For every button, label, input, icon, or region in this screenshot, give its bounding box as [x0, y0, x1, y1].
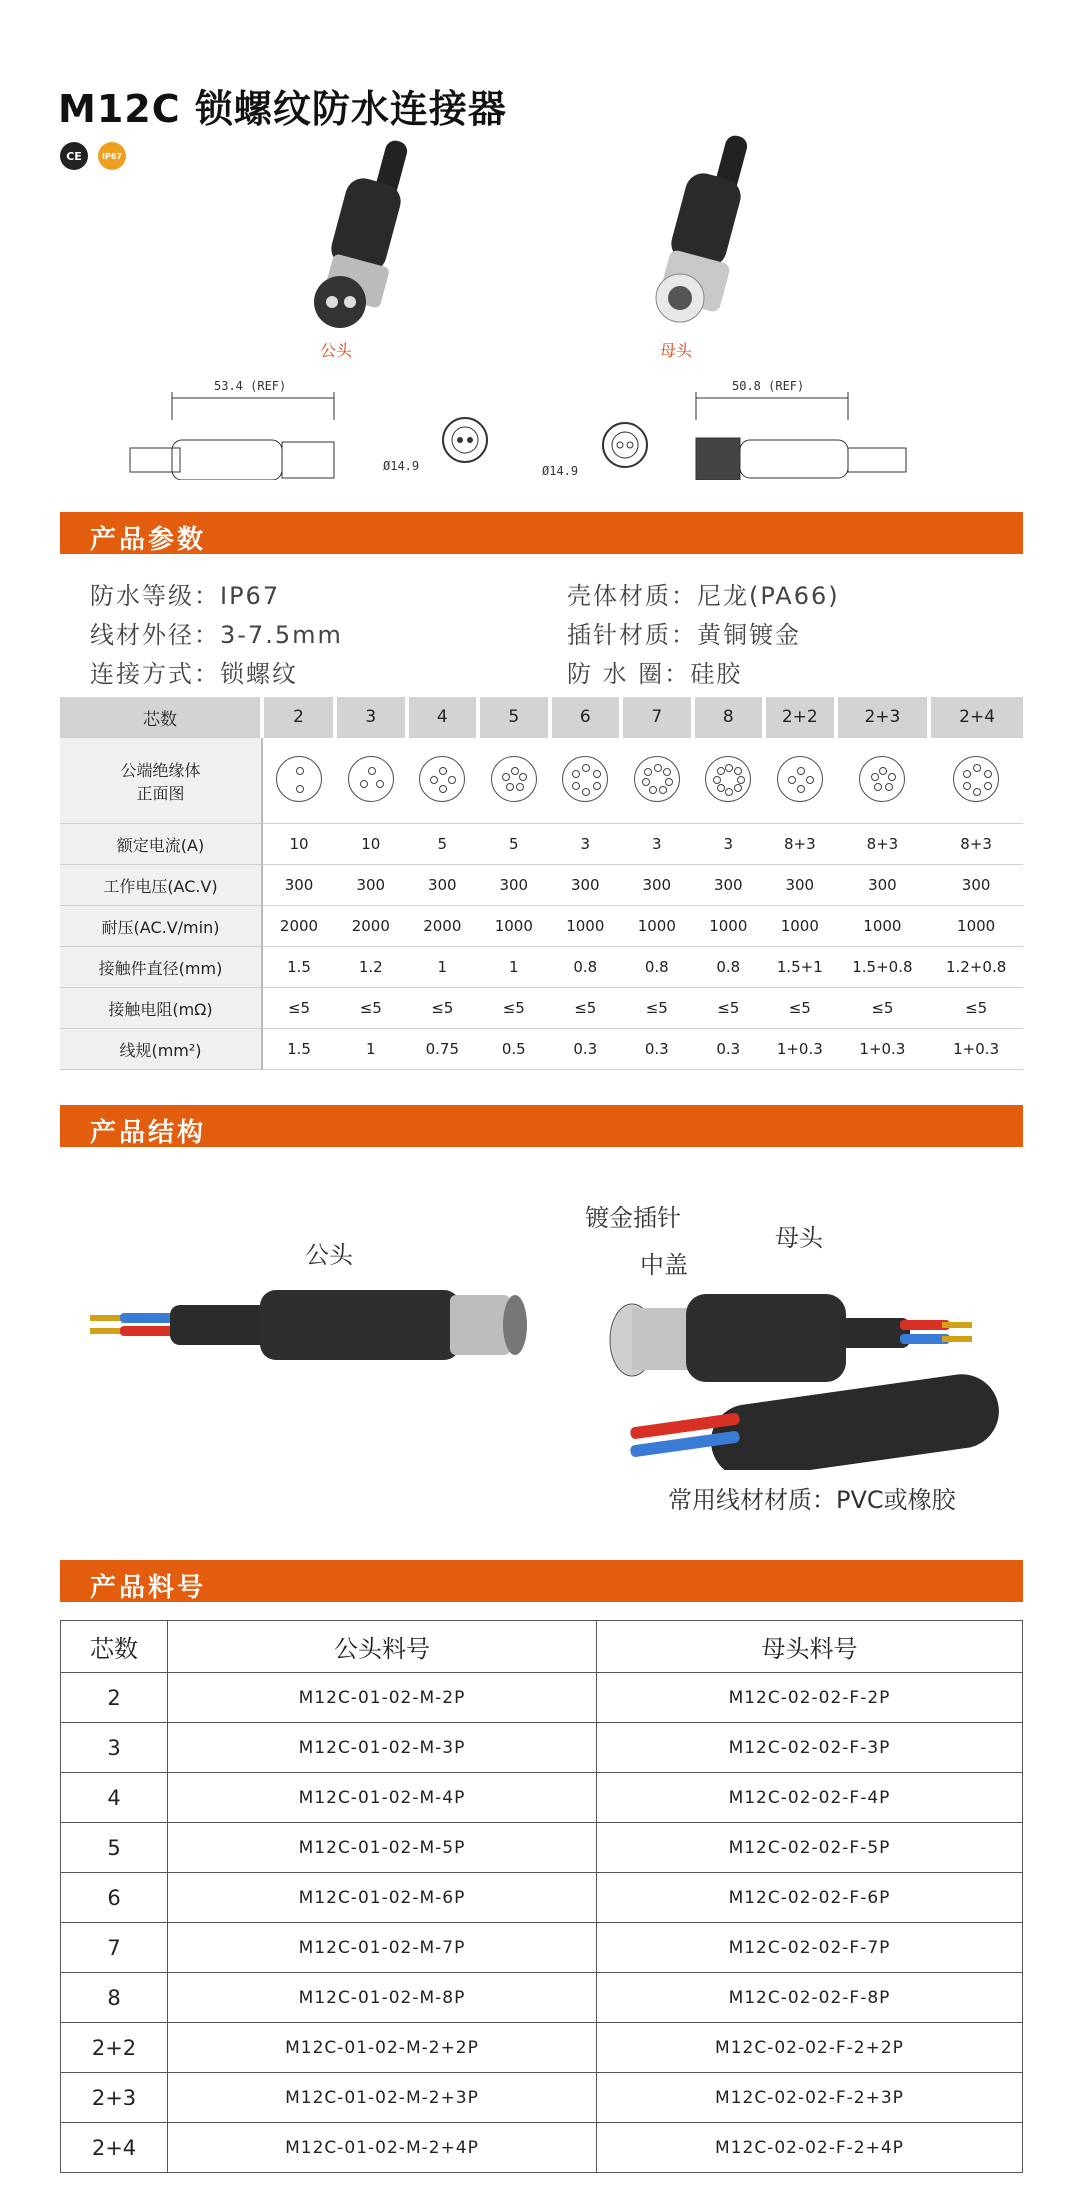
partno-cell: M12C-01-02-M-2+3P: [168, 2073, 597, 2123]
ip67-mark-icon: IP67: [98, 142, 126, 170]
spec-cell: 300: [929, 865, 1023, 906]
partno-cell: M12C-01-02-M-2+4P: [168, 2123, 597, 2173]
partno-cell: 2+3: [61, 2073, 168, 2123]
partno-header-cell: 母头料号: [597, 1621, 1023, 1673]
spec-cell: 10: [335, 824, 407, 865]
spec-cell: 1+0.3: [836, 1029, 930, 1070]
pin-dot: [963, 782, 971, 790]
male-face-drawing: [430, 405, 500, 475]
pin-dot: [713, 776, 721, 784]
female-caption: 母头: [660, 341, 693, 360]
partno-cell: 4: [61, 1773, 168, 1823]
spec-row: [60, 988, 1023, 1029]
spec-table: [60, 697, 1023, 1070]
pin-dot: [984, 782, 992, 790]
spec-cell: 300: [550, 865, 622, 906]
pin-dot: [797, 767, 805, 775]
male-dia-label: Ø14.9: [383, 459, 420, 473]
pin-face-icon: [419, 756, 465, 802]
partno-row: [61, 1773, 1023, 1823]
pin-face-icon: [562, 756, 608, 802]
pin-dot: [506, 783, 514, 791]
pin-dot: [871, 773, 879, 781]
spec-header-cell: 2+4: [929, 697, 1023, 738]
partno-cell: M12C-01-02-M-2+2P: [168, 2023, 597, 2073]
pin-dot: [654, 764, 662, 772]
spec-cell: ≤5: [764, 988, 836, 1029]
partno-cell: M12C-01-02-M-3P: [168, 1723, 597, 1773]
partno-cell: M12C-01-02-M-8P: [168, 1973, 597, 2023]
label-cover: 中盖: [640, 1251, 688, 1279]
spec-cell: 3: [621, 824, 693, 865]
pin-dot: [879, 767, 887, 775]
partno-cell: 2+2: [61, 2023, 168, 2073]
partno-cell: M12C-02-02-F-4P: [597, 1773, 1023, 1823]
female-dia-label: Ø14.9: [542, 464, 579, 478]
partno-row: [61, 1973, 1023, 2023]
spec-cell: 1000: [929, 906, 1023, 947]
pin-dot: [368, 767, 376, 775]
spec-cell: 300: [836, 865, 930, 906]
spec-header-cell: 5: [478, 697, 550, 738]
partno-row: [61, 1723, 1023, 1773]
partno-row: [61, 1823, 1023, 1873]
spec-cell: 300: [478, 865, 550, 906]
pin-dot: [888, 773, 896, 781]
partno-cell: 8: [61, 1973, 168, 2023]
spec-cell: 1000: [621, 906, 693, 947]
spec-cell: 0.3: [550, 1029, 622, 1070]
female-length-label: 50.8 (REF): [732, 379, 805, 393]
spec-cell: ≤5: [262, 988, 335, 1029]
pin-dot: [973, 764, 981, 772]
spec-cell: 1+0.3: [929, 1029, 1023, 1070]
pin-dot: [973, 788, 981, 796]
spec-cell: 1.5+1: [764, 947, 836, 988]
partno-table: [60, 1620, 1023, 2173]
param-pin-material: 插针材质：黄铜镀金: [567, 621, 801, 649]
label-pins: 镀金插针: [585, 1204, 681, 1232]
section-title: 产品结构: [90, 1118, 207, 1148]
section-title: 产品参数: [90, 525, 207, 555]
pin-dot: [644, 768, 652, 776]
pin-dot: [665, 778, 673, 786]
partno-cell: 5: [61, 1823, 168, 1873]
pin-face-icon: [634, 756, 680, 802]
spec-header-cell: 8: [693, 697, 765, 738]
pin-dot: [717, 767, 725, 775]
pin-dot: [516, 783, 524, 791]
pin-dot: [439, 767, 447, 775]
spec-cell: 1.5: [262, 1029, 335, 1070]
spec-cell: 1.5+0.8: [836, 947, 930, 988]
pin-dot: [430, 776, 438, 784]
spec-row: [60, 947, 1023, 988]
spec-cell: ≤5: [836, 988, 930, 1029]
partno-cell: M12C-01-02-M-4P: [168, 1773, 597, 1823]
spec-cell: 1: [478, 947, 550, 988]
spec-cell: 1000: [478, 906, 550, 947]
partno-row: [61, 2123, 1023, 2173]
spec-row-label: 线规(mm²): [60, 1029, 262, 1070]
partno-cell: M12C-02-02-F-5P: [597, 1823, 1023, 1873]
female-dimension-drawing: [690, 380, 930, 480]
spec-cell: 1: [407, 947, 479, 988]
spec-cell: 2000: [262, 906, 335, 947]
spec-header-cell: 2+2: [764, 697, 836, 738]
spec-cell: 300: [407, 865, 479, 906]
pin-dot: [734, 767, 742, 775]
spec-face-label: [60, 738, 262, 824]
spec-cell: 2000: [407, 906, 479, 947]
spec-cell: 300: [335, 865, 407, 906]
pin-dot: [797, 785, 805, 793]
spec-cell: 3: [693, 824, 765, 865]
spec-cell: 300: [621, 865, 693, 906]
spec-cell: 0.5: [478, 1029, 550, 1070]
spec-header-cell: 芯数: [60, 697, 262, 738]
male-caption: 公头: [320, 341, 353, 360]
pin-dot: [519, 773, 527, 781]
pin-dot: [717, 784, 725, 792]
partno-cell: M12C-02-02-F-2P: [597, 1673, 1023, 1723]
spec-cell: ≤5: [478, 988, 550, 1029]
param-housing: 壳体材质：尼龙(PA66): [567, 582, 840, 610]
spec-header-cell: 3: [335, 697, 407, 738]
spec-cell: 1.2+0.8: [929, 947, 1023, 988]
pin-dot: [649, 786, 657, 794]
pin-dot: [737, 776, 745, 784]
partno-cell: 2+4: [61, 2123, 168, 2173]
partno-header-cell: 公头料号: [168, 1621, 597, 1673]
spec-row: [60, 1029, 1023, 1070]
partno-cell: M12C-02-02-F-3P: [597, 1723, 1023, 1773]
partno-row: [61, 1923, 1023, 1973]
partno-cell: 6: [61, 1873, 168, 1923]
pin-dot: [725, 764, 733, 772]
partno-cell: M12C-02-02-F-8P: [597, 1973, 1023, 2023]
pin-dot: [593, 770, 601, 778]
pin-dot: [642, 778, 650, 786]
spec-cell: 1: [335, 1029, 407, 1070]
pin-dot: [360, 780, 368, 788]
partno-cell: 2: [61, 1673, 168, 1723]
spec-cell: ≤5: [621, 988, 693, 1029]
pin-dot: [885, 783, 893, 791]
pin-face-icon: [491, 756, 537, 802]
spec-cell: 8+3: [929, 824, 1023, 865]
pin-face-icon: [859, 756, 905, 802]
pin-dot: [593, 782, 601, 790]
pin-dot: [582, 788, 590, 796]
spec-cell: 1000: [764, 906, 836, 947]
spec-cell: 1.5: [262, 947, 335, 988]
partno-cell: M12C-01-02-M-7P: [168, 1923, 597, 1973]
section-partno-bar: [60, 1560, 1023, 1602]
spec-row-label: 额定电流(A): [60, 824, 262, 865]
pin-dot: [502, 773, 510, 781]
spec-cell: 0.75: [407, 1029, 479, 1070]
pin-dot: [582, 764, 590, 772]
partno-cell: M12C-02-02-F-2+4P: [597, 2123, 1023, 2173]
spec-header-cell: 7: [621, 697, 693, 738]
section-params-bar: [60, 512, 1023, 554]
spec-header-cell: 2: [262, 697, 335, 738]
spec-cell: 1+0.3: [764, 1029, 836, 1070]
spec-cell: ≤5: [929, 988, 1023, 1029]
spec-cell: 5: [478, 824, 550, 865]
male-connector-image: [290, 130, 430, 330]
pin-dot: [725, 788, 733, 796]
partno-cell: 3: [61, 1723, 168, 1773]
spec-cell: ≤5: [693, 988, 765, 1029]
pin-face-icon: [705, 756, 751, 802]
spec-header-cell: 6: [550, 697, 622, 738]
partno-cell: 7: [61, 1923, 168, 1973]
spec-cell: ≤5: [550, 988, 622, 1029]
spec-row: [60, 824, 1023, 865]
pin-face-icon: [348, 756, 394, 802]
pin-dot: [806, 776, 814, 784]
section-structure-bar: [60, 1105, 1023, 1147]
spec-header-cell: 4: [407, 697, 479, 738]
spec-cell: 300: [693, 865, 765, 906]
pin-dot: [984, 770, 992, 778]
spec-cell: 2000: [335, 906, 407, 947]
spec-header-cell: 2+3: [836, 697, 930, 738]
female-face-drawing: [590, 410, 660, 480]
spec-cell: 0.8: [621, 947, 693, 988]
partno-header-cell: 芯数: [61, 1621, 168, 1673]
param-seal: 防 水 圈：硅胶: [567, 660, 743, 688]
pin-dot: [376, 780, 384, 788]
pin-dot: [572, 770, 580, 778]
spec-cell: 1000: [836, 906, 930, 947]
partno-cell: M12C-01-02-M-6P: [168, 1873, 597, 1923]
partno-header-row: [61, 1621, 1023, 1673]
pin-face-icon: [953, 756, 999, 802]
partno-row: [61, 1673, 1023, 1723]
pin-dot: [663, 768, 671, 776]
spec-face-row: [60, 738, 1023, 824]
pin-dot: [511, 767, 519, 775]
pin-dot: [296, 767, 304, 775]
spec-header-row: [60, 697, 1023, 738]
female-connector-image: [630, 130, 770, 330]
spec-cell: 300: [764, 865, 836, 906]
spec-cell: ≤5: [335, 988, 407, 1029]
spec-row: [60, 906, 1023, 947]
pin-face-icon: [276, 756, 322, 802]
spec-cell: ≤5: [407, 988, 479, 1029]
section-title: 产品料号: [90, 1573, 207, 1603]
partno-row: [61, 1873, 1023, 1923]
male-dimension-drawing: [120, 380, 360, 480]
partno-cell: M12C-02-02-F-2+2P: [597, 2023, 1023, 2073]
pin-dot: [659, 786, 667, 794]
spec-row: [60, 865, 1023, 906]
pin-dot: [734, 784, 742, 792]
pin-dot: [874, 783, 882, 791]
spec-row-label: 接触电阻(mΩ): [60, 988, 262, 1029]
spec-row-label: 耐压(AC.V/min): [60, 906, 262, 947]
spec-cell: 0.3: [621, 1029, 693, 1070]
partno-cell: M12C-01-02-M-2P: [168, 1673, 597, 1723]
spec-cell: 0.8: [550, 947, 622, 988]
ce-mark-icon: CE: [60, 142, 88, 170]
spec-cell: 300: [262, 865, 335, 906]
partno-row: [61, 2023, 1023, 2073]
label-male: 公头: [305, 1241, 353, 1269]
pin-dot: [296, 785, 304, 793]
partno-cell: M12C-02-02-F-2+3P: [597, 2073, 1023, 2123]
spec-cell: 8+3: [764, 824, 836, 865]
spec-cell: 3: [550, 824, 622, 865]
face-label-line1: 公端绝缘体: [120, 760, 201, 780]
partno-row: [61, 2073, 1023, 2123]
param-connection: 连接方式：锁螺纹: [90, 660, 298, 688]
page-title: M12C 锁螺纹防水连接器: [58, 87, 507, 131]
label-cable-material: 常用线材材质：PVC或橡胶: [668, 1486, 956, 1514]
param-cable-dia: 线材外径：3-7.5mm: [90, 621, 343, 649]
spec-cell: 5: [407, 824, 479, 865]
partno-cell: M12C-02-02-F-7P: [597, 1923, 1023, 1973]
spec-cell: 10: [262, 824, 335, 865]
pin-dot: [439, 785, 447, 793]
spec-cell: 1000: [550, 906, 622, 947]
pin-dot: [963, 770, 971, 778]
param-waterproof: 防水等级：IP67: [90, 582, 281, 610]
spec-cell: 8+3: [836, 824, 930, 865]
spec-cell: 1.2: [335, 947, 407, 988]
label-female: 母头: [775, 1224, 823, 1252]
spec-cell: 0.3: [693, 1029, 765, 1070]
partno-cell: M12C-01-02-M-5P: [168, 1823, 597, 1873]
spec-row-label: 接触件直径(mm): [60, 947, 262, 988]
pin-face-icon: [777, 756, 823, 802]
male-length-label: 53.4 (REF): [214, 379, 287, 393]
pin-dot: [788, 776, 796, 784]
female-structure-image: [600, 1270, 1000, 1470]
partno-cell: M12C-02-02-F-6P: [597, 1873, 1023, 1923]
spec-cell: 1000: [693, 906, 765, 947]
spec-cell: 0.8: [693, 947, 765, 988]
spec-row-label: 工作电压(AC.V): [60, 865, 262, 906]
pin-dot: [572, 782, 580, 790]
pin-dot: [448, 776, 456, 784]
face-label-line2: 正面图: [136, 783, 185, 803]
male-structure-image: [90, 1270, 550, 1420]
